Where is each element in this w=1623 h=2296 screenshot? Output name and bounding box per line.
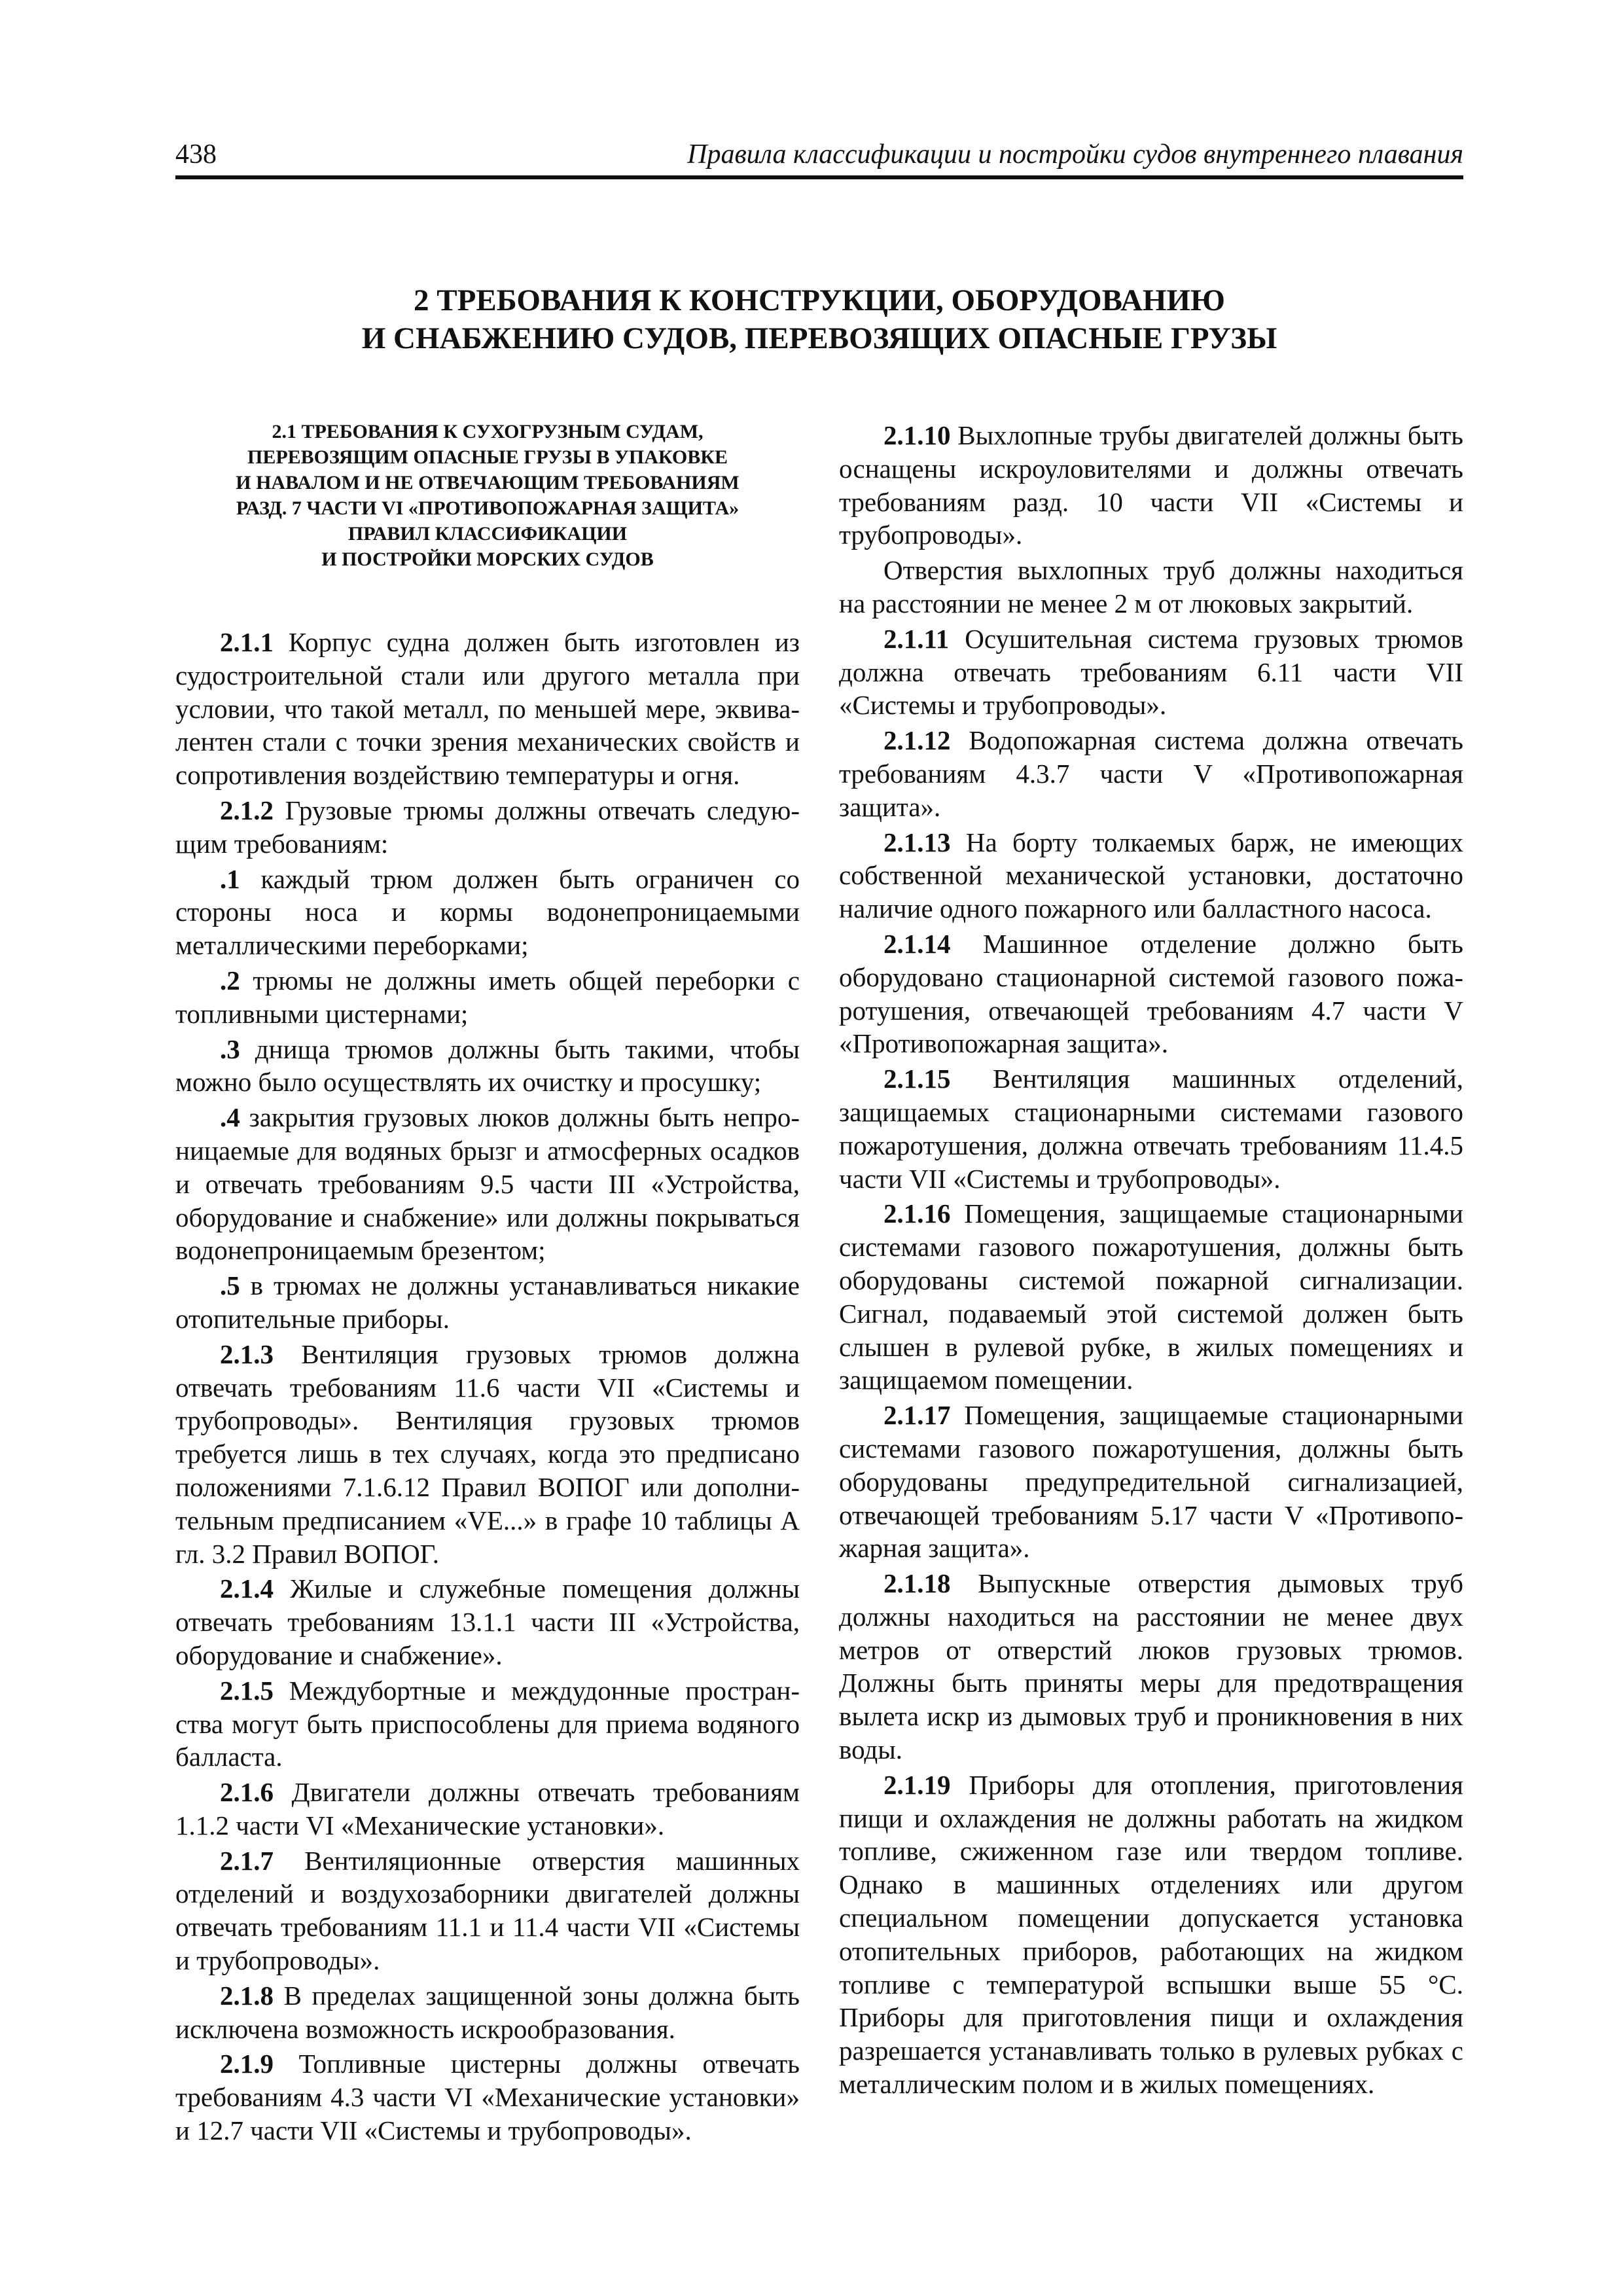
paragraph [175,1776,800,1842]
paragraph [175,1844,800,1977]
paragraph-text: Вентиляция грузовых трюмов должна отвечать требованиям 11.6 части VII «Системы и трубопроводы». Вентиляция грузовых трюмов требуется лишь в тех случаях, когда это предписано положениями 7.1.6.12 Правил ВОПОГ или дополнительным предписанием «VE...» в графе 10 таблицы А гл. 3.2 Правил ВОПОГ. [175,1338,800,1569]
clause-number: 2.1.8 [220,1980,274,2011]
paragraph-text: Помещения, защищаемые стационарными системами газового пожаротушения, должны быть оборудованы системой пожарной сигнализации. Сигнал, подаваемый этой системой должен быть слышен в рулевой рубке, в жилых помещениях и защищаемом помещении. [839,1198,1463,1395]
clause-number: .2 [220,965,240,996]
paragraph-text: Машинное отделение должно быть оборудовано стационарной системой газового пожаротушения, отвечающей требованиям 4.7 части V «Противопожарная защита». [839,928,1463,1059]
chapter-title-line: И СНАБЖЕНИЮ СУДОВ, ПЕРЕВОЗЯЩИХ ОПАСНЫЕ ГРУЗЫ [361,321,1277,355]
clause-number: 2.1.14 [883,928,951,959]
clause-number: 2.1.7 [220,1845,274,1876]
running-title: Правила классификации и постройки судов внутреннего плавания [687,139,1463,170]
paragraph [175,1101,800,1267]
paragraph [175,1338,800,1571]
right-paragraphs [839,419,1463,2101]
clause-number: 2.1.4 [220,1573,274,1604]
paragraph-text: Междубортные и междудонные пространства могут быть приспособлены для приема водяного балласта. [175,1675,800,1772]
clause-number: 2.1.5 [220,1675,274,1706]
paragraph [175,794,800,861]
section-heading [175,419,800,572]
paragraph [175,964,800,1031]
paragraph [175,863,800,962]
paragraph [175,1269,800,1336]
clause-number: 2.1.11 [883,623,950,654]
paragraph-text: Водопожарная система должна отвечать требованиям 4.3.7 части V «Противопожарная защита». [839,725,1463,822]
paragraph-text: Отверстия выхлопных труб должны находиться на расстоянии не менее 2 м от люковых закрытий. [839,555,1463,619]
paragraph-text: Топливные цистерны должны отвечать требованиям 4.3 части VI «Механические установки» и 12.7 части VII «Системы и трубопроводы». [175,2049,800,2146]
paragraph [839,1399,1463,1565]
paragraph [839,554,1463,620]
paragraph [175,1674,800,1774]
clause-number: 2.1.10 [883,420,951,450]
paragraph [839,1062,1463,1195]
paragraph-text: Корпус судна должен быть изготовлен из судостроительной стали или другого металла при условии, что такой металл, по меньшей мере, эквивалентен стали с точки зрения механических свойств и сопротивления воздействию температуры и огня. [175,627,800,791]
paragraph-text: Осушительная система грузовых трюмов должна отвечать требованиям 6.11 части VII «Системы и трубопроводы». [839,623,1463,721]
chapter-title-line: 2 ТРЕБОВАНИЯ К КОНСТРУКЦИИ, ОБОРУДОВАНИЮ [414,283,1225,317]
running-header [175,139,1463,173]
clause-number: 2.1.17 [883,1400,951,1431]
paragraph [839,1768,1463,2101]
paragraph [175,1572,800,1672]
clause-number: 2.1.16 [883,1198,951,1229]
clause-number: .5 [220,1270,240,1301]
section-heading-line: 2.1 ТРЕБОВАНИЯ К СУХОГРУЗНЫМ СУДАМ, [272,421,704,442]
clause-number: 2.1.9 [220,2049,274,2079]
section-heading-line: И НАВАЛОМ И НЕ ОТВЕЧАЮЩИМ ТРЕБОВАНИЯМ [236,472,740,493]
clause-number: .4 [220,1102,240,1133]
clause-number: 2.1.2 [220,795,274,825]
paragraph [839,826,1463,925]
section-heading-line: РАЗД. 7 ЧАСТИ VI «ПРОТИВОПОЖАРНАЯ ЗАЩИТА» [236,497,740,519]
paragraph [839,419,1463,552]
paragraph [175,2047,800,2147]
paragraph [839,724,1463,823]
paragraph [175,1033,800,1100]
clause-number: 2.1.3 [220,1338,274,1369]
left-paragraphs [175,626,800,2147]
paragraph-text: каждый трюм должен быть ограничен со стороны носа и кормы водонепроницаемыми металлическими переборками; [175,863,800,961]
paragraph [839,1197,1463,1397]
clause-number: 2.1.6 [220,1777,274,1808]
clause-number: .1 [220,863,240,894]
right-column [839,419,1463,2103]
paragraph-text: В пределах защищенной зоны должна быть исключена возможность искрообразования. [175,1980,800,2044]
section-heading-line: ПРАВИЛ КЛАССИФИКАЦИИ [348,523,628,545]
paragraph-text: Выпускные отверстия дымовых труб должны находиться на расстоянии не менее двух метров от отверстий люков грузовых трюмов. Должны быть приняты меры для предотвращения вылета искр из дымовых труб и проникновения в них воды. [839,1568,1463,1765]
paragraph-text: Вентиляция машинных отделений, защищаемых стационарными системами газового пожаротушения, должна отвечать требованиям 11.4.5 части VII «Системы и трубопроводы». [839,1064,1463,1194]
clause-number: 2.1.15 [883,1064,951,1094]
clause-number: 2.1.13 [883,827,951,857]
paragraph-text: днища трюмов должны быть такими, чтобы можно было осуществлять их очистку и просушку; [175,1033,800,1098]
header-rule [175,175,1463,179]
page-number: 438 [175,139,217,170]
paragraph-text: Помещения, защищаемые стационарными системами газового пожаротушения, должны быть оборудованы предупредительной сигнализацией, отвечающей требованиям 5.17 части V «Противопожарная защита». [839,1400,1463,1564]
paragraph-text: Жилые и служебные помещения должны отвечать требованиям 13.1.1 части III «Устройства, оборудование и снабжение». [175,1573,800,1670]
clause-number: 2.1.18 [883,1568,951,1599]
paragraph [175,1979,800,2046]
paragraph-text: Грузовые трюмы должны отвечать следующим требованиям: [175,795,800,859]
clause-number: 2.1.1 [220,627,274,657]
paragraph-text: Приборы для отопления, приготовления пищи и охлаждения не должны работать на жидком топливе, сжиженном газе или твердом топливе. Однако в машинных отделениях или другом специальном помещении допускается установка отопительных приборов, работающих на жидком топливе с температурой вспышки выше 55 °С. Приборы для приготовления пищи и охлаждения разрешается устанавливать только в рулевых рубках с металлическим полом и в жилых помещениях. [839,1769,1463,2100]
paragraph-text: закрытия грузовых люков должны быть непроницаемые для водяных брызг и атмосферных осадков и отвечать требованиям 9.5 части III «Устройства, оборудование и снабжение» или должны покрываться водонепроницаемым брезентом; [175,1102,800,1266]
clause-number: 2.1.19 [883,1769,951,1800]
left-column [175,419,800,2149]
clause-number: .3 [220,1033,240,1064]
paragraph [839,1567,1463,1767]
section-heading-line: ПЕРЕВОЗЯЩИМ ОПАСНЫЕ ГРУЗЫ В УПАКОВКЕ [247,446,728,468]
paragraph [839,927,1463,1060]
clause-number: 2.1.12 [883,725,951,756]
paragraph [175,626,800,792]
paragraph-text: Выхлопные трубы двигателей должны быть оснащены искроуловителями и должны отвечать требованиям разд. 10 части VII «Системы и трубопроводы». [839,420,1463,550]
paragraph-text: На борту толкаемых барж, не имеющих собственной механической установки, достаточно наличие одного пожарного или балластного насоса. [839,827,1463,924]
chapter-title [175,281,1463,357]
paragraph-text: Двигатели должны отвечать требованиям 1.1.2 части VI «Механические установки». [175,1777,800,1840]
paragraph-text: трюмы не должны иметь общей переборки с топливными цистернами; [175,965,800,1029]
paragraph-text: Вентиляционные отверстия машинных отделений и воздухозаборники двигателей должны отвечать требованиям 11.1 и 11.4 части VII «Системы и трубопроводы». [175,1845,800,1976]
section-heading-line: И ПОСТРОЙКИ МОРСКИХ СУДОВ [321,548,654,570]
paragraph [839,622,1463,722]
paragraph-text: в трюмах не должны устанавливаться никакие отопительные приборы. [175,1270,800,1334]
